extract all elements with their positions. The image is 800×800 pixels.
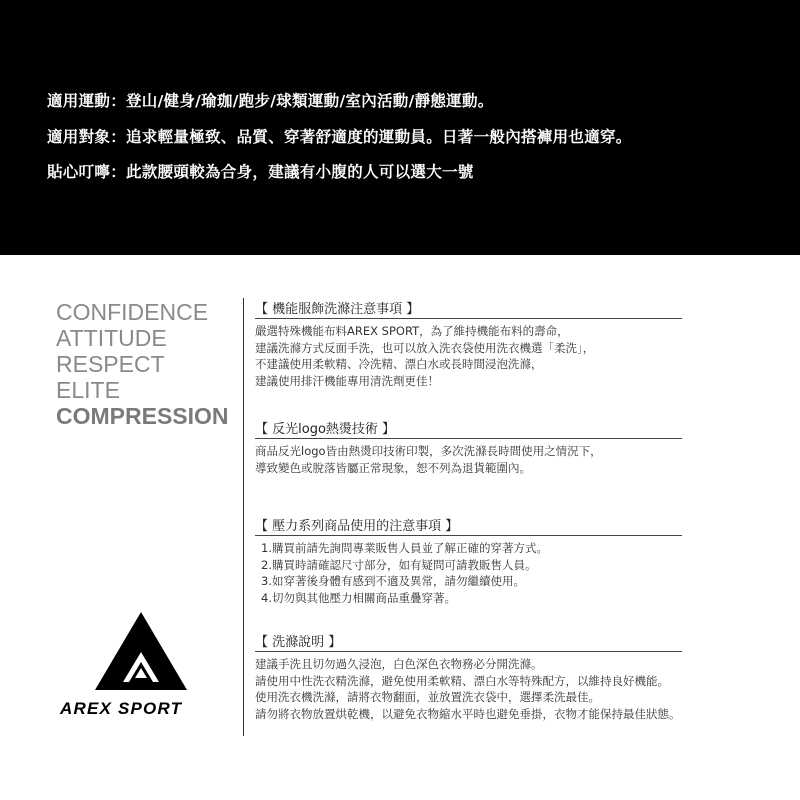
section-body — [255, 656, 682, 722]
body-line: 2.購買時請確認尺寸部分，如有疑問可請教販售人員。 — [261, 557, 537, 572]
section-body — [255, 443, 682, 476]
body-line: 1.購買前請先詢問專業販售人員並了解正確的穿著方式。 — [261, 541, 548, 555]
divider-line — [243, 298, 244, 736]
body-line: 建議手洗且切勿過久浸泡，白色深色衣物務必分開洗滌。 — [255, 657, 543, 671]
slogan-word: ATTITUDE — [56, 325, 167, 351]
body-line: 請使用中性洗衣精洗滌，避免使用柔軟精、漂白水等特殊配方，以維持良好機能。 — [255, 673, 669, 688]
suitable-users-line: 適用對象：追求輕量極致、品質、穿著舒適度的運動員。日著一般內搭褲用也適穿。 — [47, 128, 632, 146]
body-line: 建議洗滌方式反面手洗，也可以放入洗衣袋使用洗衣機選「柔洗」， — [255, 340, 595, 355]
header-banner — [0, 0, 800, 255]
brand-slogan — [56, 299, 229, 429]
section-title: 【 洗滌說明 】 — [255, 635, 342, 650]
section-rule — [255, 318, 682, 319]
body-line: 商品反光logo皆由熱燙印技術印製，多次洗滌長時間使用之情況下， — [255, 444, 602, 458]
body-line: 導致變色或脫落皆屬正常現象，恕不列為退貨範圍內。 — [255, 460, 531, 475]
tip-line: 貼心叮嚀：此款腰頭較為合身，建議有小腹的人可以選大一號 — [47, 163, 474, 181]
arex-mountain-logo-icon — [95, 612, 187, 690]
section-title: 【 壓力系列商品使用的注意事項 】 — [255, 519, 459, 534]
section-rule — [255, 535, 682, 536]
care-section-compression-notes — [255, 515, 682, 606]
section-rule — [255, 651, 682, 652]
care-section-reflective-logo — [255, 418, 682, 476]
slogan-word: RESPECT — [56, 351, 165, 377]
section-body — [255, 323, 682, 389]
slogan-word: CONFIDENCE — [56, 299, 209, 325]
section-rule — [255, 438, 682, 439]
suitable-sports-line: 適用運動：登山/健身/瑜珈/跑步/球類運動/室內活動/靜態運動。 — [47, 92, 494, 110]
section-title: 【 反光logo熱燙技術 】 — [255, 422, 396, 437]
body-line: 3.如穿著後身體有感到不適及異常，請勿繼續使用。 — [261, 574, 525, 588]
care-section-washing-notes — [255, 298, 682, 389]
body-line: 請勿將衣物放置烘乾機，以避免衣物縮水平時也避免垂掛，衣物才能保持最佳狀態。 — [255, 706, 681, 721]
brand-wordmark: AREX SPORT — [60, 699, 183, 718]
section-body — [255, 540, 682, 606]
body-line: 建議使用排汗機能專用清洗劑更佳！ — [255, 373, 439, 388]
body-line: 4.切勿與其他壓力相關商品重疊穿著。 — [261, 590, 456, 605]
section-title: 【 機能服飾洗滌注意事項 】 — [255, 302, 420, 317]
care-section-wash-instructions — [255, 631, 682, 722]
slogan-word: COMPRESSION — [56, 403, 229, 429]
body-line: 嚴選特殊機能布料AREX SPORT，為了維持機能布料的壽命， — [255, 324, 569, 338]
body-line: 不建議使用柔軟精、冷洗精、漂白水或長時間浸泡洗滌， — [255, 357, 543, 371]
body-line: 使用洗衣機洗滌，請將衣物翻面，並放置洗衣袋中，選擇柔洗最佳。 — [255, 690, 600, 704]
slogan-word: ELITE — [56, 377, 120, 403]
